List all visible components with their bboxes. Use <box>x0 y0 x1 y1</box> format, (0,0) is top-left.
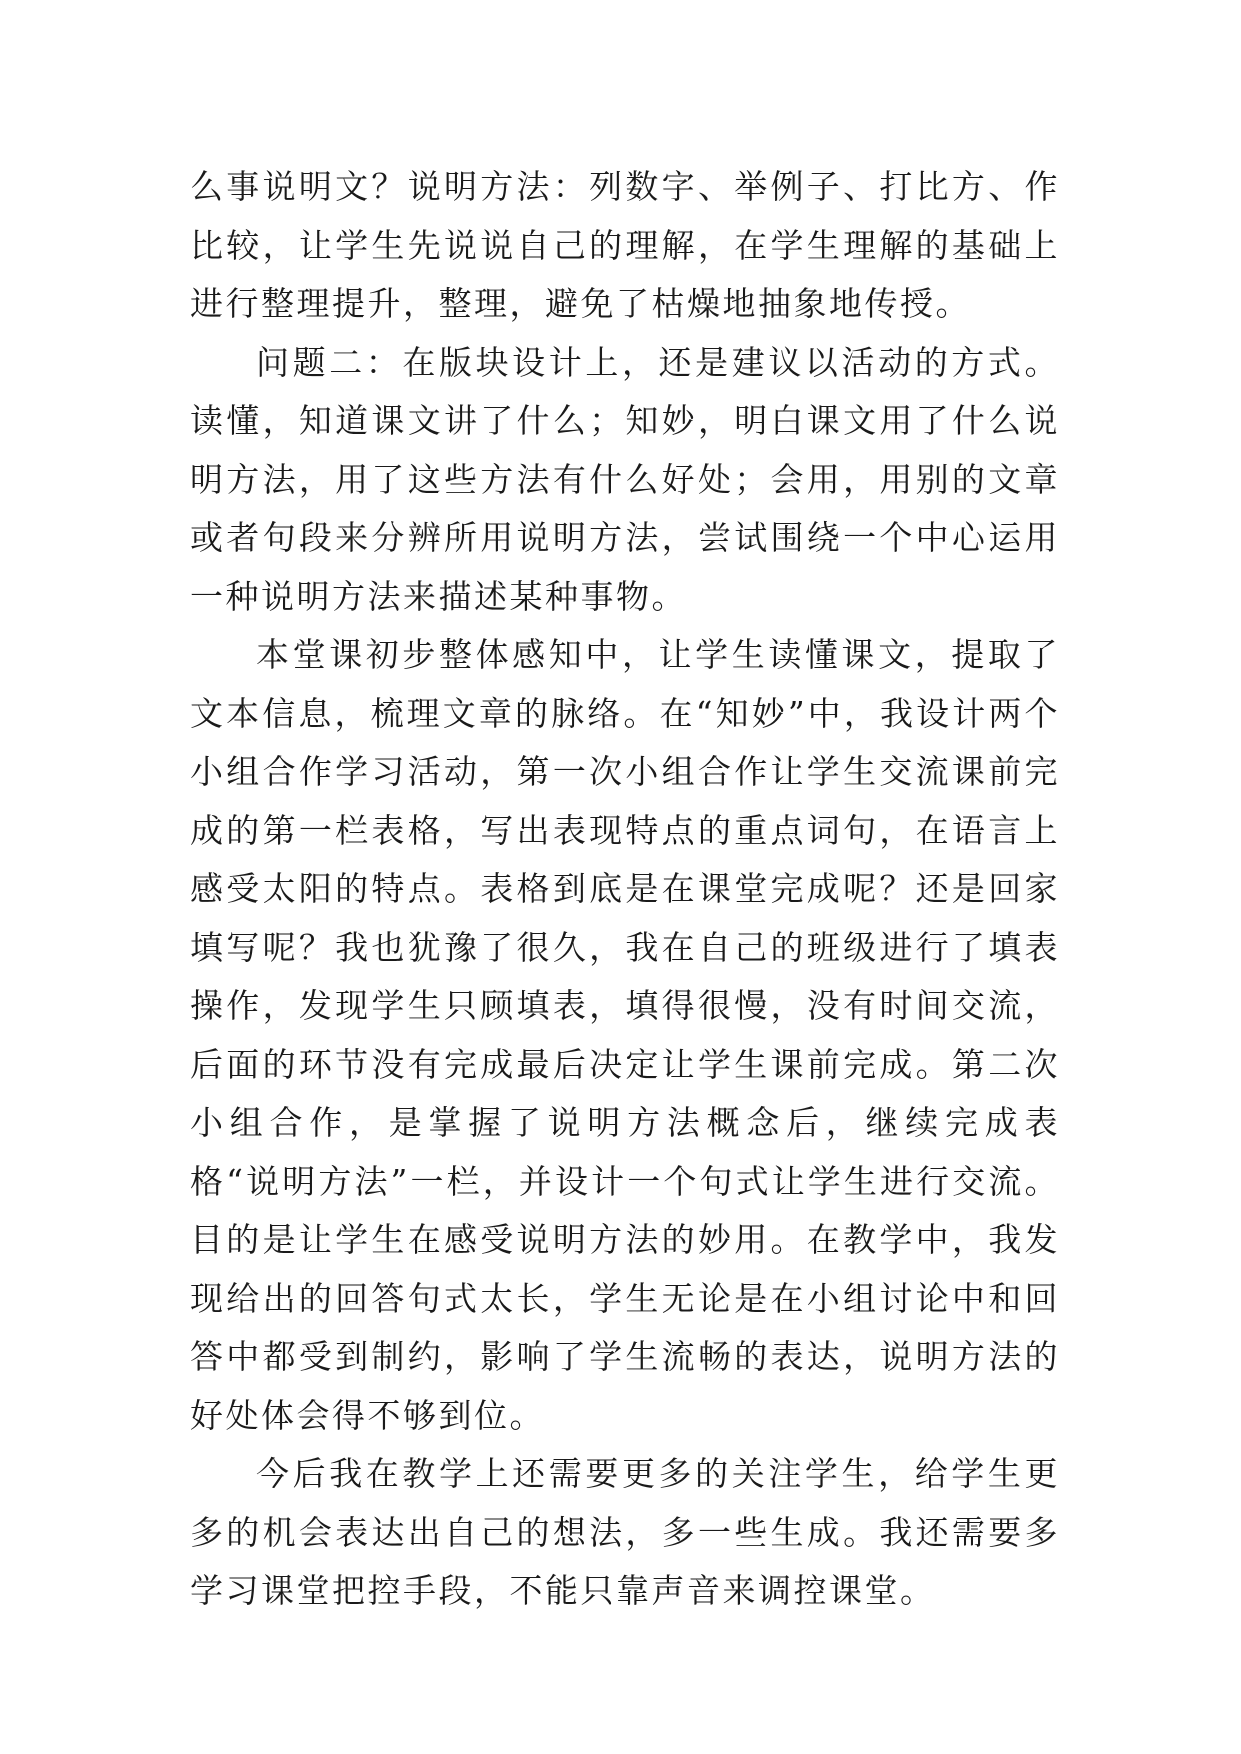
paragraph-lesson-reflection: 本堂课初步整体感知中，让学生读懂课文，提取了文本信息，梳理文章的脉络。在“知妙”中，我设计两个小组合作学习活动，第一次小组合作让学生交流课前完成的第一栏表格，写出表现特点的重点词句，在语言上感受太阳的特点。表格到底是在课堂完成呢？还是回家填写呢？我也犹豫了很久，我在自己的班级进行了填表操作，发现学生只顾填表，填得很慢，没有时间交流，后面的环节没有完成最后决定让学生课前完成。第二次小组合作，是掌握了说明方法概念后，继续完成表格“说明方法”一栏，并设计一个句式让学生进行交流。目的是让学生在感受说明方法的妙用。在教学中，我发现给出的回答句式太长，学生无论是在小组讨论中和回答中都受到制约，影响了学生流畅的表达，说明方法的好处体会得不够到位。 <box>190 635 1060 1435</box>
paragraph-continued: 么事说明文？说明方法：列数字、举例子、打比方、作比较，让学生先说说自己的理解，在学生理解的基础上进行整理提升，整理，避免了枯燥地抽象地传授。 <box>190 167 1060 323</box>
paragraph-question-two: 问题二：在版块设计上，还是建议以活动的方式。读懂，知道课文讲了什么；知妙，明白课文用了什么说明方法，用了这些方法有什么好处；会用，用别的文章或者句段来分辨所用说明方法，尝试围绕一个中心运用一种说明方法来描述某种事物。 <box>190 342 1060 616</box>
document-body <box>190 158 1060 1621</box>
paragraph-future-improvement: 今后我在教学上还需要更多的关注学生，给学生更多的机会表达出自己的想法，多一些生成。我还需要多学习课堂把控手段，不能只靠声音来调控课堂。 <box>190 1454 1060 1610</box>
